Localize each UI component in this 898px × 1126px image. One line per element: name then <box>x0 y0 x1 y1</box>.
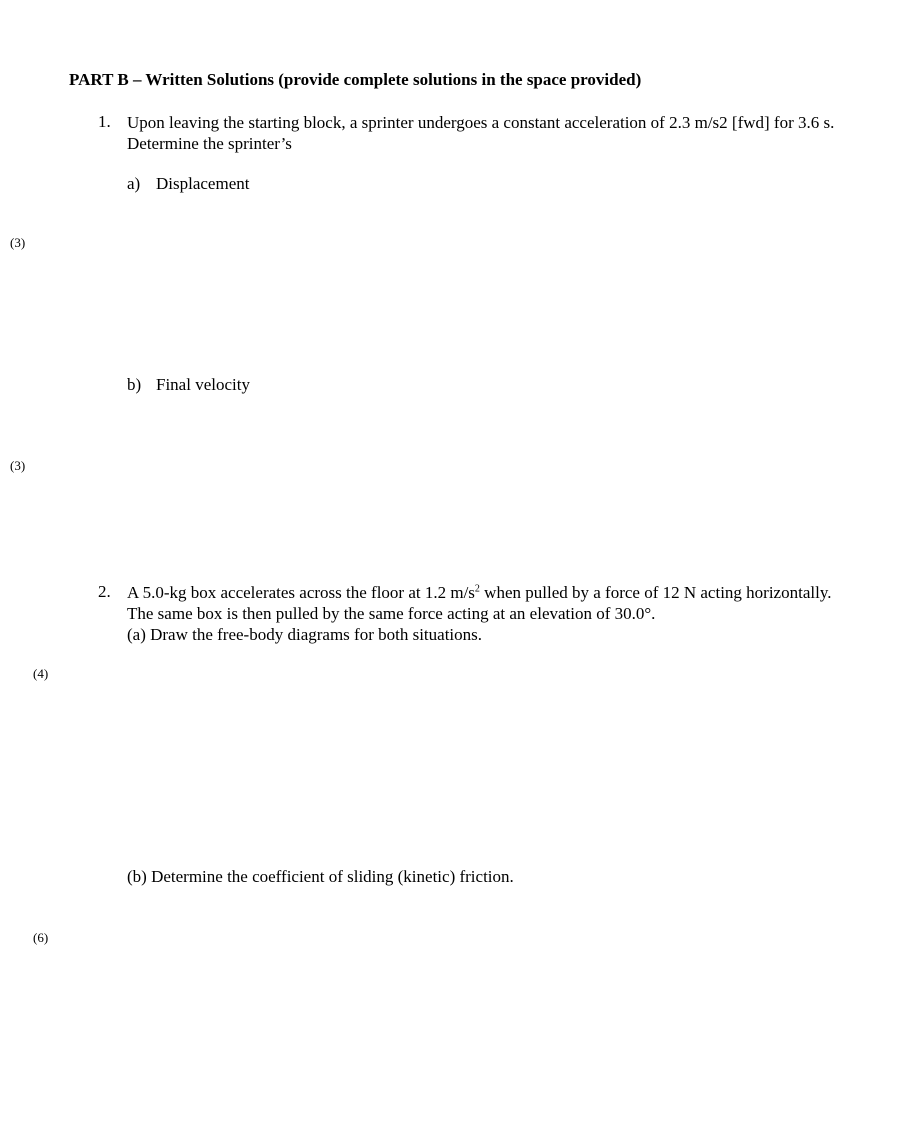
question-2-line-1-start: A 5.0-kg box accelerates across the floor at 1.2 m/s <box>127 583 475 602</box>
question-1-number: 1. <box>98 112 111 131</box>
question-1-line-2: Determine the sprinter’s <box>127 134 292 153</box>
question-2b-text: (b) Determine the coefficient of sliding (kinetic) friction. <box>127 867 514 886</box>
question-2-line-3: (a) Draw the free-body diagrams for both situations. <box>127 625 482 644</box>
question-2a-marks: (4) <box>33 666 49 681</box>
question-1a-label: a) <box>127 174 141 193</box>
question-2-text <box>127 582 831 645</box>
question-1a-marks: (3) <box>10 235 26 250</box>
question-2-number: 2. <box>98 582 111 601</box>
question-2b-marks: (6) <box>33 930 49 945</box>
question-1-text <box>127 112 834 154</box>
part-b-heading: PART B – Written Solutions (provide complete solutions in the space provided) <box>69 70 642 89</box>
question-1a-text: Displacement <box>156 174 250 193</box>
question-1b-text: Final velocity <box>156 375 250 394</box>
question-2-line-2: The same box is then pulled by the same force acting at an elevation of 30.0°. <box>127 604 656 623</box>
question-1b-label: b) <box>127 375 142 394</box>
question-2-line-1 <box>127 582 831 603</box>
squared-superscript: 2 <box>474 583 480 595</box>
question-1b-marks: (3) <box>10 458 26 473</box>
question-1-line-1: Upon leaving the starting block, a sprinter undergoes a constant acceleration of 2.3 m/s2 [fwd] for 3.6 s. <box>127 113 835 132</box>
question-2-line-1-end: when pulled by a force of 12 N acting horizontally. <box>479 583 832 602</box>
